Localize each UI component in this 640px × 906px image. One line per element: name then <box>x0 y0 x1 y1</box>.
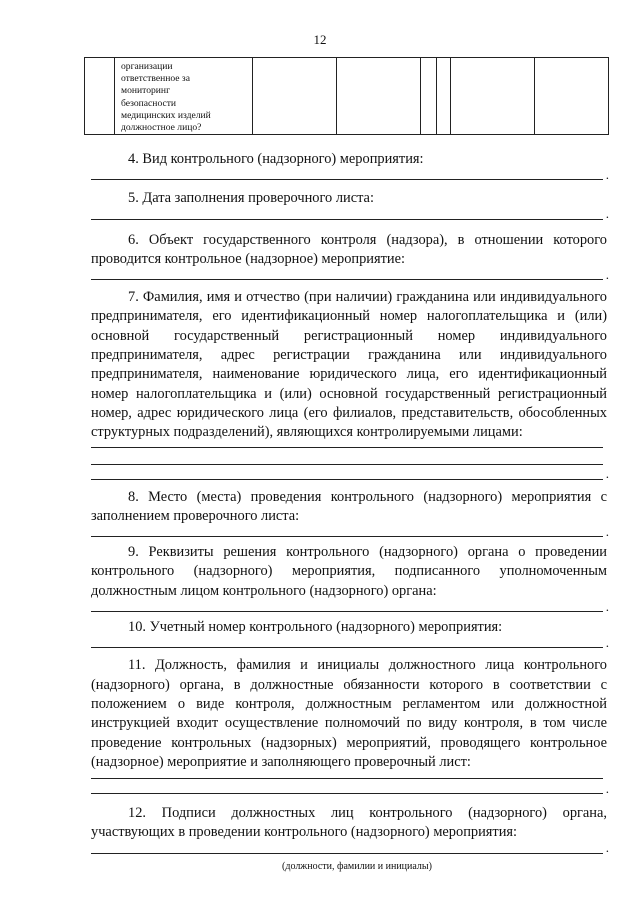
section-10-fill-line <box>91 637 603 648</box>
section-9-text: 9. Реквизиты решения контрольного (надзорного) органа о проведении контрольного (надзорного) мероприятия, подписанного уполномоченным должностным лицом контрольного (надзорного) органа: <box>91 544 607 599</box>
table-cell <box>437 58 451 135</box>
section-12-fill-line <box>91 843 603 854</box>
section-4 <box>91 150 607 180</box>
checklist-table-fragment <box>84 57 609 135</box>
question-line: безопасности <box>121 97 177 109</box>
table-cell <box>451 58 535 135</box>
question-line: мониторинг <box>121 85 170 97</box>
section-9-fill-line <box>91 601 603 612</box>
section-5-fill-line <box>91 209 603 220</box>
table-cell <box>85 58 115 135</box>
section-6-fill-line <box>91 269 603 280</box>
signature-caption: (должности, фамилии и инициалы) <box>282 860 432 872</box>
section-8-fill-line <box>91 526 603 537</box>
section-11-fill-line <box>91 772 603 779</box>
section-10 <box>91 618 607 648</box>
section-6 <box>91 231 607 281</box>
section-7-fill-line <box>91 465 603 480</box>
page-number: 12 <box>313 32 327 47</box>
question-line: медицинских изделий <box>121 109 211 121</box>
table-cell <box>421 58 437 135</box>
section-4-fill-line <box>91 169 603 180</box>
question-line: организации <box>121 61 173 72</box>
section-8 <box>91 488 607 538</box>
section-12 <box>91 804 607 876</box>
section-11-fill-line <box>91 779 603 794</box>
section-7 <box>91 288 607 479</box>
section-10-text: 10. Учетный номер контрольного (надзорного) мероприятия: <box>128 619 503 636</box>
table-row <box>85 58 609 135</box>
section-11 <box>91 656 607 794</box>
section-8-text: 8. Место (места) проведения контрольного (надзорного) мероприятия с заполнением проверочного листа: <box>91 488 607 524</box>
section-6-text: 6. Объект государственного контроля (надзора), в отношении которого проводится контрольное (надзорное) мероприятие: <box>91 231 607 267</box>
table-cell <box>337 58 421 135</box>
question-line: должностное лицо? <box>121 122 202 134</box>
section-5 <box>91 189 607 219</box>
section-4-text: 4. Вид контрольного (надзорного) мероприятия: <box>128 151 424 167</box>
table-cell <box>253 58 337 135</box>
table-cell <box>535 58 609 135</box>
question-line: ответственное за <box>121 73 190 85</box>
section-7-fill-line <box>91 448 603 465</box>
checklist-fields <box>91 150 607 876</box>
section-11-text: 11. Должность, фамилия и инициалы должностного лица контрольного (надзорного) органа, в должностные обязанности которого в соответствии с положением о виде контроля, должностным регламентом или должностной инструкцией входит осуществление полномочий по виду контроля, в том числе проведение контрольных (надзорных) мероприятий, проводящего контрольное (надзорное) мероприятие и заполняющего проверочный лист: <box>91 657 607 770</box>
section-9 <box>91 543 607 612</box>
section-7-text: 7. Фамилия, имя и отчество (при наличии) гражданина или индивидуального предпринимателя, его идентификационный номер налогоплательщика и (или) основной государственный регистрационный номер индивидуального предпринимателя, адрес регистрации гражданина или индивидуального предпринимателя, наименование юридического лица, его идентификационный номер налогоплательщика и (или) основной государственный регистрационный номер, адрес юридического лица (его филиалов, представительств, обособленных структурных подразделений), являющихся контролируемыми лицами: <box>91 289 607 441</box>
section-5-text: 5. Дата заполнения проверочного листа: <box>128 190 374 207</box>
section-12-text: 12. Подписи должностных лиц контрольного (надзорного) органа, участвующих в проведении контрольного (надзорного) мероприятия: <box>91 805 607 841</box>
table-cell-question <box>115 58 253 135</box>
